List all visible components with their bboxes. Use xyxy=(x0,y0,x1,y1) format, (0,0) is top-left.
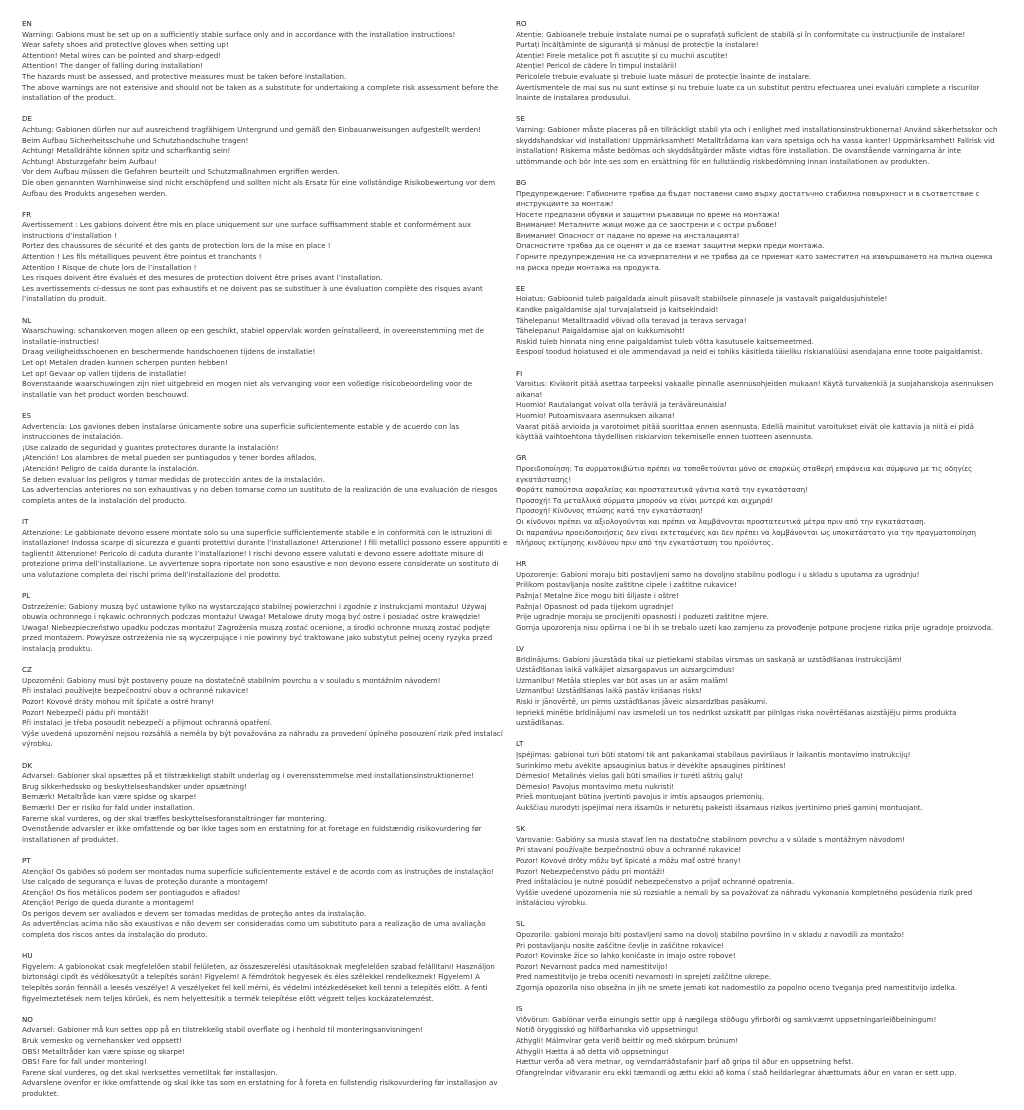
warning-line: Let op! Metalen draden kunnen scherpen punten hebben! xyxy=(22,358,228,367)
warning-line: Οι κίνδυνοι πρέπει να αξιολογούνται και πρέπει να λαμβάνονται προστατευτικά μέτρα πριν από την εγκατάσταση. xyxy=(516,516,926,526)
warning-line: Bemærk! Metaltråde kan være spidse og skarpe! xyxy=(22,792,197,802)
language-code: IS xyxy=(516,1004,523,1014)
warning-line: Attention ! Risque de chute lors de l’installation ! xyxy=(22,262,197,272)
warning-line: Varovanie: Gabióny sa musia stavať len na dostatočne stabilnom povrchu a v súlade s montážnym návodom! xyxy=(516,834,906,844)
warning-section-is xyxy=(516,1004,1002,1078)
warning-line: Waarschuwing: schanskorven mogen alleen op een geschikt, stabiel oppervlak worden geïnstalleerd, in overeenstemming met de installatie-instructies! xyxy=(22,326,485,346)
language-code: NL xyxy=(22,315,32,325)
warning-line: Dėmesio! Pavojus montavimo metu nukristi! xyxy=(516,781,675,791)
warning-line: Portez des chaussures de sécurité et des gants de protection lors de la mise en place ! xyxy=(22,241,331,251)
warning-section-cz xyxy=(22,665,508,750)
warning-line: Varoitus: Kivikorit pitää asettaa tarpeeksi vakaalle pinnalle asennusohjeiden mukaan! Käytä turvakenkiä ja suojahanskoja asennuksen aikana! xyxy=(516,379,994,399)
warning-line: Wear safety shoes and protective gloves when setting up! xyxy=(22,40,229,50)
warning-line: Pozor! Nevarnost padca med namestitvijo! xyxy=(516,961,668,971)
warning-line: Při instalaci používejte bezpečnostní obuv a ochranné rukavice! xyxy=(22,686,249,696)
warning-line: Ostrzeżenie: Gabiony muszą być ustawione tylko na wystarczająco stabilnej powierzchni i zgodnie z instrukcjami montażu! Używaj obuwia ochronnego i rękawic ochronnych podczas montażu! Uwaga! Metalowe druty mogą być ostre i posiadać ostre krawędzie! Uwaga! Niebezpieczeństwo upadku podczas montażu! Zagrożenia muszą zostać ocenione, a środki ochronne muszą zostać podjęte przed montażem. Powyższe ostrzeżenia nie są wyczerpujące i nie powinny być traktowane jako substytut pełnej oceny ryzyka przed instalacją produktu. xyxy=(22,601,493,654)
warning-line: Vor dem Aufbau müssen die Gefahren beurteilt und Schutzmaßnahmen ergriffen werden. xyxy=(22,167,340,177)
warning-line: Bruk vernesko og vernehansker ved oppsett! xyxy=(22,1036,182,1045)
warning-line: Advarsel: Gabioner må kun settes opp på en tilstrekkelig stabil overflate og i henhold til monteringsanvisningen! xyxy=(22,1025,423,1035)
warning-line: Pažnja! Metalne žice mogu biti šiljaste i oštre! xyxy=(516,591,679,601)
language-code: NO xyxy=(22,1014,33,1024)
warning-line: Riskid tuleb hinnata ning enne paigaldamist tuleb võtta kasutusele kaitsemeetmed. xyxy=(516,336,814,346)
warning-line: Use calçado de segurança e luvas de proteção durante a montagem! xyxy=(22,877,269,887)
warning-line: Brīdinājums: Gabioni jāuzstāda tikai uz pietiekami stabilas virsmas un saskaņā ar uzstādīšanas instrukcijām! xyxy=(516,654,903,664)
warning-line: Upozornění: Gabiony musí být postaveny pouze na dostatečně stabilním povrchu a v souladu s montážním návodem! xyxy=(22,675,441,685)
warning-line: Vyššie uvedené upozornenia nie sú rozsiahle a nemali by sa považovať za náhradu vykonania kompletného posúdenia rizík pred inštaláciou výrobku. xyxy=(516,887,973,908)
warning-line: Figyelem: A gabionokat csak megfelelően stabil felületen, az összeszerelési utasításoknak megfelelően szabad felállítani! Használjon biztonsági cipőt és védőkesztyűt a telepítés során! Figyelem! A fémdrótok hegyesek és éles szélekkel rendelkeznek! Figyelem! A telepítés során fennáll a leesés veszélye! A veszélyeket fel kell mérni, és védelmi intézkedéseket kell tenni a telepítés előtt. A fenti figyelmeztetések nem teljes körűek, és nem helyettesítik a termék telepítése előtt végzett teljes kockázatelemzést. xyxy=(22,961,495,1003)
language-code: IT xyxy=(22,516,29,526)
warning-line: Ofangreindar viðvaranir eru ekki tæmandi og ættu ekki að koma í stað heildarlegrar áhættumats áður en varan er sett upp. xyxy=(516,1067,957,1077)
warning-section-hu xyxy=(22,951,508,1004)
warning-section-pt xyxy=(22,856,508,941)
warning-line: Uzstādīšanas laikā valkājiet aizsargapavus un aizsargcimdus! xyxy=(516,665,735,675)
warning-line: Les avertissements ci-dessus ne sont pas exhaustifs et ne doivent pas se substituer à une évaluation complète des risques avant l’installation du produit. xyxy=(22,283,483,304)
language-code: HU xyxy=(22,951,33,961)
warning-line: Viðvörun: Gabíónar verða einungis settir upp á nægilega stöðugu yfirborði og samkvæmt uppsetningarleiðbeiningum! xyxy=(516,1014,937,1024)
warning-line: Atenção! Os gabiões só podem ser montados numa superfície suficientemente estável e de acordo com as instruções de instalação! xyxy=(22,866,494,876)
warning-line: Προειδοποίηση: Τα συρματοκιβώτια πρέπει να τοποθετούνται μόνο σε επαρκώς σταθερή επιφάνεια και σύμφωνα με τις οδηγίες εγκατάστασης! xyxy=(516,463,973,484)
warning-line: Se deben evaluar los peligros y tomar medidas de protección antes de la instalación. xyxy=(22,474,325,484)
warning-line: Προσοχή! Τα μεταλλικά σύρματα μπορούν να είναι μυτερά και αιχμηρά! xyxy=(516,495,774,505)
warning-section-dk xyxy=(22,761,508,846)
warning-line: Beim Aufbau Sicherheitsschuhe und Schutzhandschuhe tragen! xyxy=(22,135,249,145)
warning-line: Atenție! Pericol de cădere în timpul instalării! xyxy=(516,61,677,71)
warning-line: Atenção! Os fios metálicos podem ser pontiagudos e afiados! xyxy=(22,887,241,897)
warning-section-en xyxy=(22,19,508,104)
warning-line: Prije ugradnje moraju se procijeniti opasnosti i poduzeti zaštitne mjere. xyxy=(516,612,769,622)
warning-line: Os perigos devem ser avaliados e devem ser tomadas medidas de proteção antes da instalação. xyxy=(22,908,367,918)
warning-line: ¡Atención! Los alambres de metal pueden ser puntiagudos y tener bordes afilados. xyxy=(22,453,317,463)
language-code: GR xyxy=(516,453,527,463)
left-column xyxy=(22,19,508,1110)
warning-section-fr xyxy=(22,210,508,305)
warning-line: Aukščiau nurodyti įspėjimai nera išsamūs ir neturėtų pakeisti išsamaus rizikos įvertinimo prieš gaminį montuojant. xyxy=(516,802,923,812)
warning-section-es xyxy=(22,411,508,506)
warning-line: Notið öryggisskó og hlífðarhanska við uppsetningu! xyxy=(516,1025,699,1035)
warning-line: Farene skal vurderes, og det skal iverksettes vernetiltak før installasjon. xyxy=(22,1067,278,1077)
warning-section-se xyxy=(516,114,1002,167)
warning-line: ¡Atención! Peligro de caída durante la instalación. xyxy=(22,463,199,473)
warning-line: Pri stavaní používajte bezpečnostnú obuv a ochranné rukavice! xyxy=(516,845,742,855)
warning-line: Pri postavljanju nosite zaščitne čevlje in zaščitne rokavice! xyxy=(516,940,725,950)
warning-line: Prilikom postavljanja nosite zaštitne cipele i zaštitne rukavice! xyxy=(516,580,737,590)
warning-line: Eespool toodud hoiatused ei ole ammendavad ja neid ei tohiks käsitleda täieliku riskianalüüsi asendajana enne toote paigaldamist. xyxy=(516,347,983,357)
warning-section-lv xyxy=(516,644,1002,729)
warning-line: Tähelepanu! Paigaldamise ajal on kukkumisoht! xyxy=(516,326,686,336)
warning-line: Surinkimo metu avėkite apsauginius batus ir dėvėkite apsaugines pirštines! xyxy=(516,760,786,770)
language-code: PL xyxy=(22,591,31,601)
warning-line: Внимание! Металните жици може да се заострени и с остри ръбове! xyxy=(516,220,777,230)
warning-line: Pericolele trebuie evaluate și trebuie luate măsuri de protecție înainte de instalare. xyxy=(516,71,812,81)
language-code: BG xyxy=(516,177,527,187)
warning-section-sl xyxy=(516,919,1002,993)
warning-line: Achtung! Absturzgefahr beim Aufbau! xyxy=(22,156,157,166)
warning-line: Pred namestitvijo je treba oceniti nevarnosti in sprejeti zaščitne ukrepe. xyxy=(516,972,772,982)
warning-section-de xyxy=(22,114,508,199)
warning-line: Attention! The danger of falling during installation! xyxy=(22,61,203,71)
warning-line: Bovenstaande waarschuwingen zijn niet uitgebreid en mogen niet als vervanging voor een volledige risicobeoordeling voor de installatie van het product worden beschouwd. xyxy=(22,379,473,399)
warning-section-lt xyxy=(516,739,1002,813)
warning-line: Горните предупреждения не са изчерпателни и не трябва да се приемат като заместител на извършването на пълна оценка на риска преди монтажа на продукта. xyxy=(516,252,993,272)
warning-line: Προσοχή! Κίνδυνος πτώσης κατά την εγκατάσταση! xyxy=(516,506,703,516)
warning-section-ee xyxy=(516,284,1002,358)
warning-line: Las advertencias anteriores no son exhaustivas y no deben tomarse como un sustituto de la realización de una evaluación de riesgos completa antes de la instalación del producto. xyxy=(22,485,498,505)
warning-line: Внимание! Опасност от падане по време на инсталацията! xyxy=(516,230,740,240)
warning-line: Farerne skal vurderes, og der skal træffes beskyttelsesforanstaltninger før montering. xyxy=(22,813,327,823)
warning-line: Vaarat pitää arvioida ja varotoimet pitää suorittaa ennen asennusta. Edellä mainitut varoitukset eivät ole kattavia ja niitä ei pidä käyttää vaihtoehtona täydellisen riskiarvion tekemiselle ennen tuotteen asennusta. xyxy=(516,421,974,442)
warning-section-pl xyxy=(22,591,508,655)
warning-line: Pozor! Kovinske žice so lahko koničaste in imajo ostre robove! xyxy=(516,951,736,961)
warning-line: Опасностите трябва да се оценят и да се вземат защитни мерки преди монтажа. xyxy=(516,241,825,251)
warning-line: Opozorilo: gabioni morajo biti postavljeni samo na dovolj stabilno površino in v skladu z navodili za montažo! xyxy=(516,930,905,940)
warning-line: Výše uvedená upozornění nejsou rozsáhlá a neměla by být považována za náhradu za provedení úplného posouzení rizik před instalací výrobku. xyxy=(22,728,503,749)
warning-section-bg xyxy=(516,178,1002,273)
warning-line: Носете предпазни обувки и защитни ръкавици по време на монтажа! xyxy=(516,209,781,219)
warning-line: Iepriekš minētie brīdinājumi nav izsmeloši un tos nedrīkst uzskatīt par pilnīgas riska novērtēšanas aizstājēju pirms produkta uzstādīšanas. xyxy=(516,707,957,728)
warning-line: Athygli! Málmvírar geta verið beittir og með skörpum brúnum! xyxy=(516,1036,739,1045)
warning-line: Atenție! Firele metalice pot fi ascuțite și cu muchii ascuțite! xyxy=(516,50,728,60)
warning-line: Οι παραπάνω προειδοποιήσεις δεν είναι εκτεταμένες και δεν πρέπει να λαμβάνονται ως υποκατάστατο για την πραγματοποίηση πλήρους εκτίμησης κινδύνου πριν από την εγκατάσταση του προϊόντος. xyxy=(516,527,976,548)
warning-line: Pred inštaláciou je nutné posúdiť nebezpečenstvo a prijať ochranné opatrenia. xyxy=(516,877,795,887)
warning-line: Riski ir jānovērtē, un pirms uzstādīšanas jāveic aizsardzības pasākumi. xyxy=(516,697,768,706)
language-code: DE xyxy=(22,114,32,124)
warning-section-fi xyxy=(516,369,1002,443)
warning-line: Kandke paigaldamise ajal turvajalatseid ja kaitsekindaid! xyxy=(516,305,719,315)
warning-line: Huomio! Rautalangat voivat olla teräviä ja teräväreunaisia! xyxy=(516,400,727,410)
warning-line: Purtați încălțăminte de siguranță și mănuși de protecție la instalare! xyxy=(516,40,759,50)
warning-line: Při instalaci je třeba posoudit nebezpečí a přijmout ochranná opatření. xyxy=(22,718,273,728)
warning-section-gr xyxy=(516,453,1002,548)
language-code: CZ xyxy=(22,665,32,675)
language-code: ES xyxy=(22,410,31,420)
warning-line: Φοράτε παπούτσια ασφαλείας και προστατευτικά γάντια κατά την εγκατάσταση! xyxy=(516,485,808,495)
warning-line: ¡Use calzado de seguridad y guantes protectores durante la instalación! xyxy=(22,442,279,452)
warning-line: Avertismentele de mai sus nu sunt extinse și nu trebuie luate ca un substitut pentru efectuarea unei evaluări complete a riscurilor înainte de instalarea produsului. xyxy=(516,82,980,103)
warning-line: Advarslene ovenfor er ikke omfattende og skal ikke tas som en erstatning for å foreta en fullstendig risikovurdering før installasjon av produktet. xyxy=(22,1078,498,1098)
warning-line: Achtung: Gabionen dürfen nur auf ausreichend tragfähigem Untergrund und gemäß den Einbauanweisungen aufgestellt werden! xyxy=(22,124,481,134)
language-code: SK xyxy=(516,824,526,834)
warning-line: Let op! Gevaar op vallen tijdens de installatie! xyxy=(22,368,187,378)
warning-line: Avertissement : Les gabions doivent être mis en place uniquement sur une surface suffisamment stable et conformément aux instructions d’installation ! xyxy=(22,220,472,240)
warning-line: Attention ! Les fils métalliques peuvent être pointus et tranchants ! xyxy=(22,252,262,262)
warning-section-sk xyxy=(516,824,1002,909)
warning-line: Pozor! Nebezpečenstvo pádu pri montáži! xyxy=(516,866,665,876)
language-code: RO xyxy=(516,19,527,28)
right-column xyxy=(516,19,1002,1089)
warning-line: Uzmanību! Metāla stieples var būt asas un ar asām malām! xyxy=(516,675,729,685)
warning-section-it xyxy=(22,517,508,581)
warning-line: Achtung! Metalldrähte können spitz und scharfkantig sein! xyxy=(22,146,231,156)
warning-line: Pozor! Kovové dráty mohou mít špičaté a ostré hrany! xyxy=(22,697,215,706)
language-code: SL xyxy=(516,919,525,929)
warning-line: Предупреждение: Габионите трябва да бъдат поставени само върху достатъчно стабилна повърхност и в съответствие с инструкциите за монтаж! xyxy=(516,188,980,209)
language-code: LV xyxy=(516,644,525,654)
language-code: FI xyxy=(516,368,523,378)
warning-line: Gornja upozorenja nisu opširna i ne bi ih se trebalo uzeti kao zamjenu za provođenje potpune procjene rizika prije ugradnje proizvoda. xyxy=(516,622,994,632)
warning-line: As advertências acima não são exaustivas e não devem ser consideradas como um substituto para a realização de uma avaliação completa dos riscos antes da instalação do produto. xyxy=(22,919,486,940)
warning-line: Advarsel: Gabioner skal opsættes på et tilstrækkeligt stabilt underlag og i overensstemmelse med installationsinstruktionerne! xyxy=(22,771,474,781)
language-code: SE xyxy=(516,114,525,124)
warning-line: Atenție: Gabioanele trebuie instalate numai pe o suprafață suficient de stabilă și în conformitate cu instrucțiunile de instalare! xyxy=(516,29,966,39)
warning-line: Prieš montuojant būtina įvertinti pavojus ir imtis apsaugos priemonių. xyxy=(516,792,765,802)
warning-line: Die oben genannten Warnhinweise sind nicht erschöpfend und sollten nicht als Ersatz für eine vollständige Risikobewertung vor dem Aufbau des Produkts angesehen werden. xyxy=(22,177,496,198)
warning-section-ro xyxy=(516,19,1002,104)
warning-line: Įspėjimas: gabionai turi būti statomi tik ant pakankamai stabilaus paviršiaus ir laikantis montavimo instrukcijų! xyxy=(516,749,911,759)
language-code: EE xyxy=(516,283,525,293)
warning-line: The hazards must be assessed, and protective measures must be taken before installation. xyxy=(22,71,347,81)
warning-line: Pažnja! Opasnost od pada tijekom ugradnje! xyxy=(516,601,674,611)
warning-line: Tähelepanu! Metalltraadid võivad olla teravad ja terava servaga! xyxy=(516,315,747,325)
warning-line: Upozorenje: Gabioni moraju biti postavljeni samo na dovoljno stabilnu podlogu i u skladu s uputama za ugradnju! xyxy=(516,569,920,579)
language-code: EN xyxy=(22,19,32,28)
warning-line: OBS! Fare for fall under montering! xyxy=(22,1057,147,1067)
language-code: FR xyxy=(22,209,32,219)
warning-line: Pozor! Nebezpečí pádu při montáži! xyxy=(22,707,149,717)
warning-line: Varning: Gabioner måste placeras på en tillräckligt stabil yta och i enlighet med installationsinstruktionerna! Använd säkerhetsskor och skyddshandskar vid installation! Uppmärksamhet! Metalltrådarna kan vara spetsiga och ha vassa kanter! Uppmärksamhet! Fallrisk vid installation! Riskerna måste bedömas och skyddsåtgärder måste vidtas före installation. De ovanstående varningarna är inte uttömmande och bör inte ses som en ersättning för en fullständig riskbedömning innan installationen av produkten. xyxy=(516,124,998,166)
warning-line: Attention! Metal wires can be pointed and sharp-edged! xyxy=(22,50,222,60)
warning-section-hr xyxy=(516,559,1002,633)
warning-line: Pozor! Kovové drôty môžu byť špicaté a môžu mať ostré hrany! xyxy=(516,855,741,865)
warning-line: Uzmanību! Uzstādīšanas laikā pastāv krišanas risks! xyxy=(516,686,702,696)
warning-line: Dėmesio! Metalinės vielos gali būti smailios ir turėti aštrių galų! xyxy=(516,771,743,781)
warning-line: Athygli! Hætta á að detta við uppsetningu! xyxy=(516,1046,669,1056)
warning-line: Brug sikkerhedssko og beskyttelseshandsker under opsætning! xyxy=(22,781,247,791)
warning-line: Attenzione: Le gabbionate devono essere montate solo su una superficie sufficientemente stabile e in conformità con le istruzioni di installazione! Indossa scarpe di sicurezza e guanti protettivi durante l’installazione! Attenzione! I fili metallici possono essere appuntiti e taglienti! Attenzione! Pericolo di caduta durante l’installazione! I rischi devono essere valutati e devono essere adottate misure di protezione prima dell’installazione. Le avvertenze sopra riportate non sono esaustive e non devono essere considerate un sostituto di una valutazione completa dei rischi prima dell’installazione del prodotto. xyxy=(22,527,508,579)
warning-line: Zgornja opozorila niso obsežna in jih ne smete jemati kot nadomestilo za popolno oceno tveganja pred namestitvijo izdelka. xyxy=(516,983,958,993)
warning-line: Hættur verða að vera metnar, og verndarráðstafanir þarf að grípa til áður en uppsetning hefst. xyxy=(516,1057,854,1067)
language-code: LT xyxy=(516,739,524,749)
language-code: PT xyxy=(22,855,31,865)
warning-line: Advertencia: Los gaviones deben instalarse únicamente sobre una superficie suficientemente estable y de acuerdo con las instrucciones de instalación. xyxy=(22,421,460,442)
warning-line: Les risques doivent être évalués et des mesures de protection doivent être prises avant l’installation. xyxy=(22,273,383,283)
warning-line: Atenção! Perigo de queda durante a montagem! xyxy=(22,898,195,908)
language-code: DK xyxy=(22,760,33,770)
warning-line: OBS! Metalltråder kan være spisse og skarpe! xyxy=(22,1046,186,1056)
warning-line: Bemærk! Der er risiko for fald under installation. xyxy=(22,802,195,812)
warning-section-nl xyxy=(22,316,508,401)
warning-line: Ovenstående advarsler er ikke omfattende og bør ikke tages som en erstatning for at foretage en fuldstændig risikovurdering før installationen af produktet. xyxy=(22,824,482,844)
warning-line: Huomio! Putoamisvaara asennuksen aikana! xyxy=(516,410,675,420)
warning-line: The above warnings are not extensive and should not be taken as a substitute for undertaking a complete risk assessment before the installation of the product. xyxy=(22,82,499,103)
warning-line: Warning: Gabions must be set up on a sufficiently stable surface only and in accordance with the installation instructions! xyxy=(22,29,456,39)
warning-line: Draag veiligheidsschoenen en beschermende handschoenen tijdens de installatie! xyxy=(22,347,316,357)
language-code: HR xyxy=(516,559,527,569)
warning-line: Hoiatus: Gabioonid tuleb paigaldada ainult piisavalt stabiilsele pinnasele ja vastavalt paigaldusjuhistele! xyxy=(516,294,888,304)
warning-section-no xyxy=(22,1015,508,1100)
